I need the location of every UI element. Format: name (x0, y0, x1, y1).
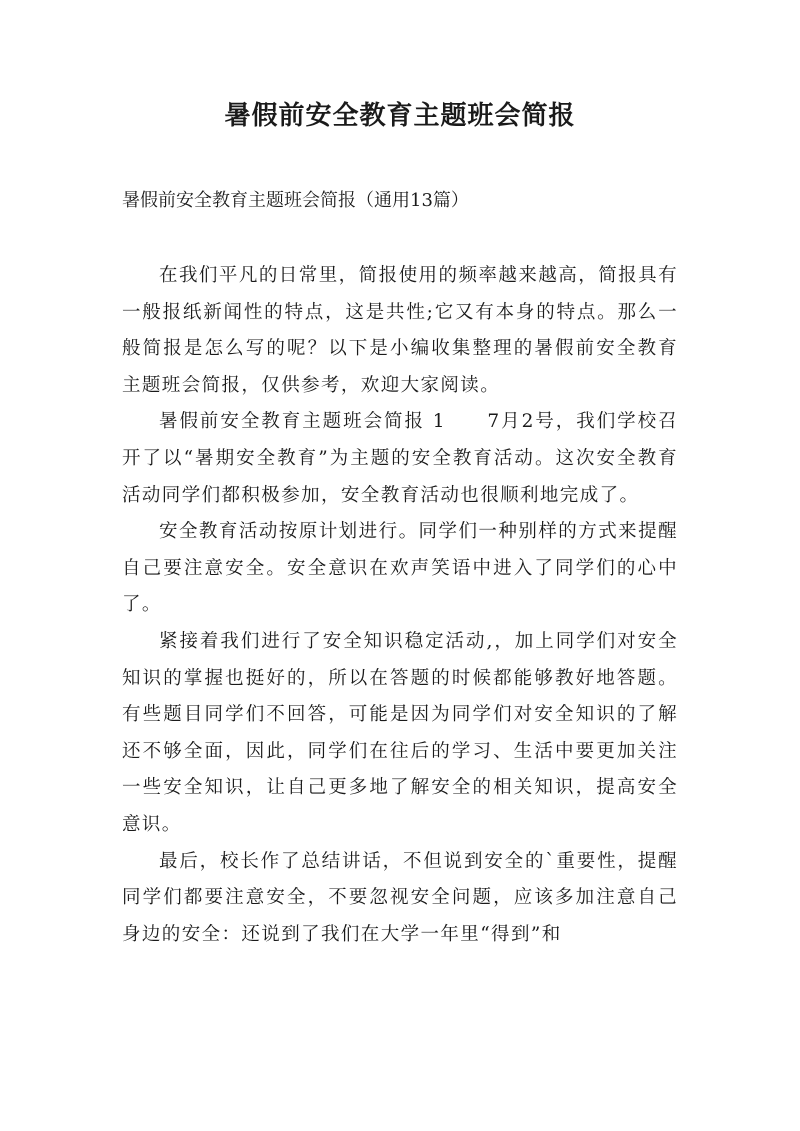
paragraph-activity-plan: 安全教育活动按原计划进行。同学们一种别样的方式来提醒自己要注意安全。安全意识在欢声笑语中进入了同学们的心中了。 (122, 521, 678, 616)
document-title: 暑假前安全教育主题班会简报 (224, 101, 576, 131)
document-subtitle: 暑假前安全教育主题班会简报（通用13篇） (122, 190, 469, 211)
paragraph-report-1-opening: 暑假前安全教育主题班会简报 1 7月2号，我们学校召开了以“暑期安全教育”为主题的安全教育活动。这次安全教育活动同学们都积极参加，安全教育活动也很顺利地完成了。 (122, 411, 678, 506)
paragraph-intro: 在我们平凡的日常里，简报使用的频率越来越高，简报具有一般报纸新闻性的特点，这是共性;它又有本身的特点。那么一般简报是怎么写的呢？以下是小编收集整理的暑假前安全教育主题班会简报，仅供参考，欢迎大家阅读。 (122, 265, 678, 396)
paragraph-principal-summary: 最后，校长作了总结讲话，不但说到安全的`重要性，提醒同学们都要注意安全，不要忽视安全问题，应该多加注意自己身边的安全：还说到了我们在大学一年里“得到”和 (122, 850, 678, 945)
document-body (122, 258, 678, 953)
paragraph-knowledge-quiz: 紧接着我们进行了安全知识稳定活动,，加上同学们对安全知识的掌握也挺好的，所以在答题的时候都能够教好地答题。有些题目同学们不回答，可能是因为同学们对安全知识的了解还不够全面，因此，同学们在往后的学习、生活中要更加关注一些安全知识，让自己更多地了解安全的相关知识，提高安全意识。 (122, 630, 678, 835)
